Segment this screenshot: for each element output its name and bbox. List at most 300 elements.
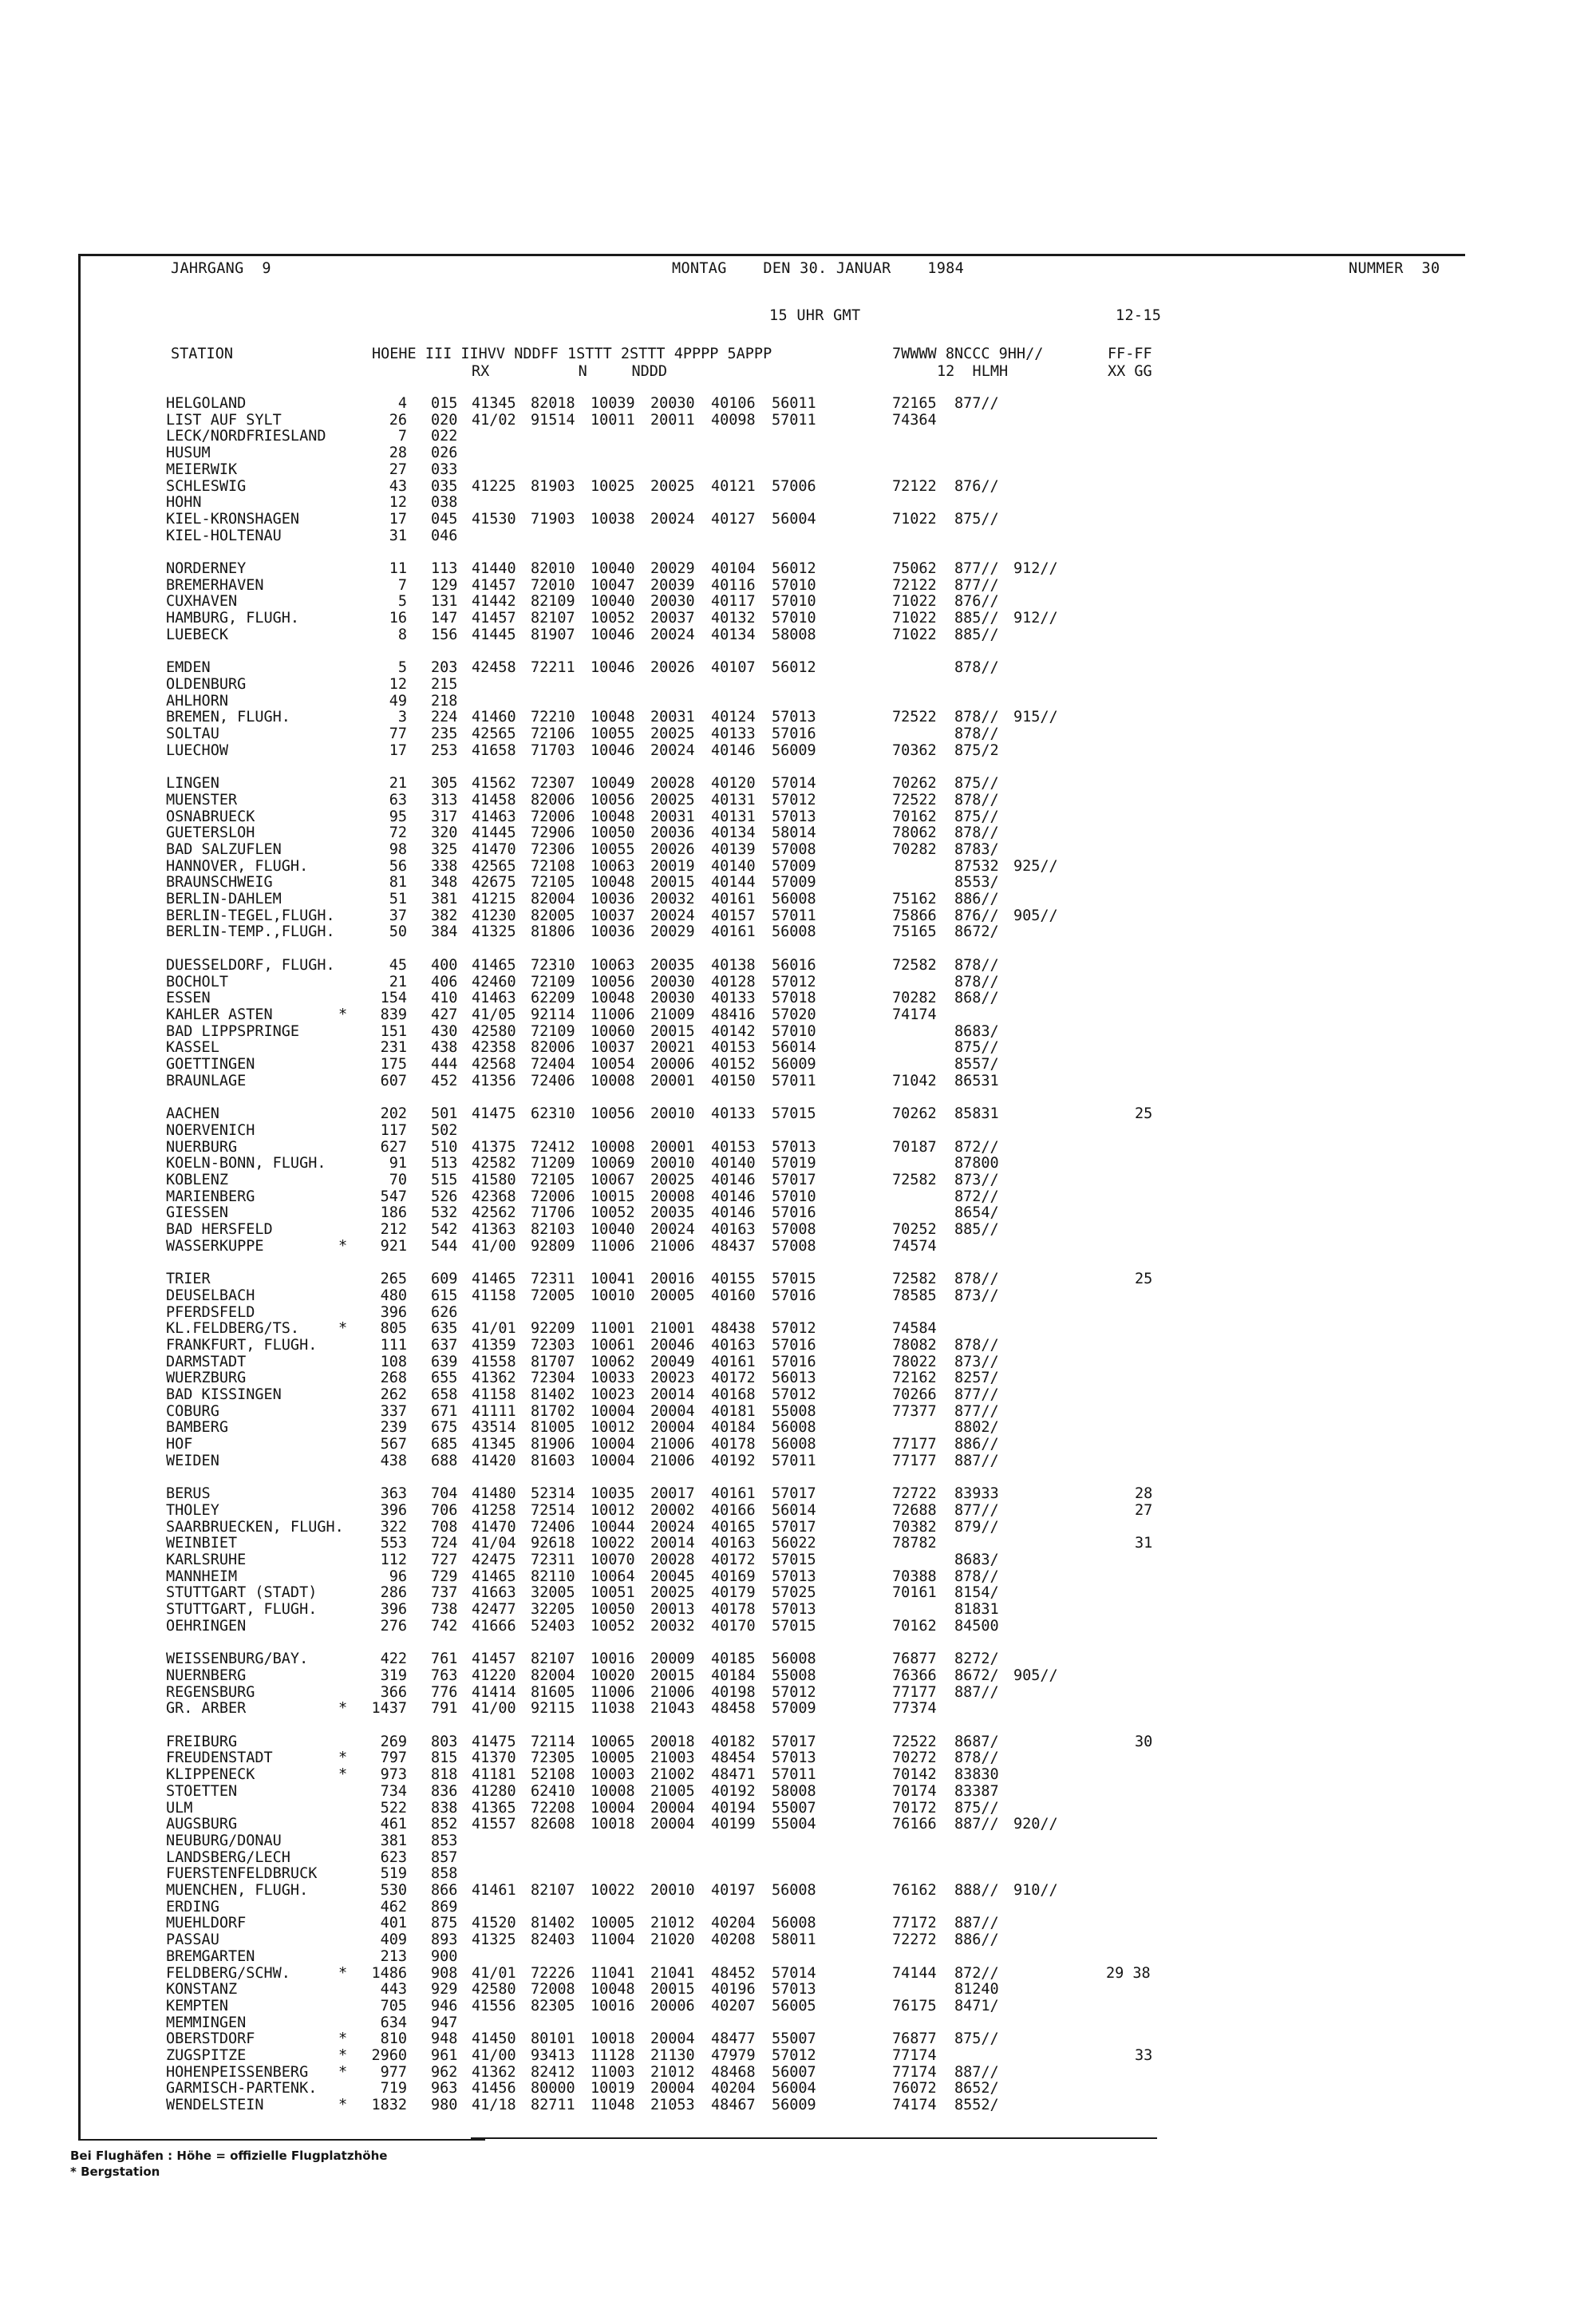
cell-2sttt: 20032 — [650, 1617, 695, 1635]
cell-nddff: 32005 — [531, 1584, 575, 1602]
cell-8nccc: 877// — [954, 395, 999, 412]
cell-2sttt: 20010 — [650, 1882, 695, 1899]
cell-nddff: 72226 — [531, 1964, 575, 1982]
cell-8nccc: 875// — [954, 808, 999, 825]
cell-4pppp: 48458 — [711, 1700, 756, 1718]
cell-5appp: 57012 — [772, 973, 816, 990]
cell-iii: 675 — [431, 1419, 458, 1437]
cell-iihvv: 41470 — [472, 840, 516, 858]
cell-nddff: 72108 — [531, 857, 575, 875]
cell-2sttt: 20024 — [650, 626, 695, 643]
cell-iii: 430 — [431, 1022, 458, 1040]
cell-station-name: FELDBERG/SCHW. — [166, 1964, 290, 1982]
cell-8nccc: 887// — [954, 2063, 999, 2081]
cell-iii: 737 — [431, 1584, 458, 1602]
cell-8nccc: 876// — [954, 593, 999, 611]
cell-station-name: LUEBECK — [166, 626, 228, 643]
table-row — [0, 578, 1436, 595]
cell-hoehe: 1437 — [371, 1700, 407, 1718]
cell-station-name: DARMSTADT — [166, 1353, 247, 1370]
cell-8nccc: 886// — [954, 891, 999, 907]
cell-8nccc: 873// — [954, 1353, 999, 1370]
cell-iii: 671 — [431, 1402, 458, 1420]
cell-9hh: 915// — [1013, 709, 1058, 726]
cell-1sttt: 10003 — [591, 1766, 635, 1784]
cell-iihvv: 41445 — [472, 626, 516, 643]
cell-iii: 515 — [431, 1171, 458, 1188]
cell-hoehe: 5 — [397, 659, 407, 677]
cell-7wwww: 76166 — [892, 1816, 937, 1833]
cell-hoehe: 262 — [380, 1386, 407, 1403]
cell-4pppp: 40131 — [711, 791, 756, 809]
table-row — [0, 1503, 1436, 1520]
cell-4pppp: 48452 — [711, 1964, 756, 1982]
cell-5appp: 57013 — [772, 1568, 816, 1585]
cell-8nccc: 873// — [954, 1287, 999, 1304]
cell-5appp: 57012 — [772, 1683, 816, 1701]
cell-nddff: 72208 — [531, 1799, 575, 1817]
cell-iii: 400 — [431, 956, 458, 974]
cell-2sttt: 20002 — [650, 1501, 695, 1519]
cell-7wwww: 74364 — [892, 411, 937, 429]
cell-1sttt: 10046 — [591, 626, 635, 643]
cell-5appp: 56013 — [772, 1370, 816, 1387]
cell-hoehe: 95 — [389, 808, 407, 825]
cell-station-name: MUENSTER — [166, 791, 238, 809]
cell-iii: 609 — [431, 1271, 458, 1288]
table-row — [0, 396, 1436, 413]
table-row — [0, 660, 1436, 677]
cell-7wwww: 77374 — [892, 1700, 937, 1718]
cell-iii: 776 — [431, 1683, 458, 1701]
cell-4pppp: 40157 — [711, 907, 756, 924]
cell-7wwww: 72582 — [892, 956, 937, 974]
cell-nddff: 82004 — [531, 1666, 575, 1684]
cell-5appp: 56008 — [772, 1882, 816, 1899]
cell-station-name: KLIPPENECK — [166, 1766, 255, 1784]
cell-5appp: 56008 — [772, 1419, 816, 1437]
mountain-station-marker: * — [338, 2030, 348, 2048]
cell-5appp: 57012 — [772, 1320, 816, 1338]
cell-7wwww: 76175 — [892, 1997, 937, 2014]
cell-nddff: 62209 — [531, 990, 575, 1007]
cell-station-name: GARMISCH-PARTENK. — [166, 2080, 318, 2097]
cell-hoehe: 734 — [380, 1782, 407, 1800]
table-row — [0, 1040, 1436, 1057]
cell-1sttt: 11128 — [591, 2047, 635, 2064]
cell-iii: 615 — [431, 1287, 458, 1304]
cell-station-name: HANNOVER, FLUGH. — [166, 857, 309, 875]
cell-iihvv: 43514 — [472, 1419, 516, 1437]
cell-station-name: TRIER — [166, 1271, 211, 1288]
cell-iihvv: 41370 — [472, 1749, 516, 1767]
cell-nddff: 72406 — [531, 1518, 575, 1536]
table-row — [0, 859, 1436, 876]
cell-5appp: 57012 — [772, 791, 816, 809]
cell-5appp: 57011 — [772, 907, 816, 924]
cell-iii: 738 — [431, 1601, 458, 1619]
cell-hoehe: 151 — [380, 1022, 407, 1040]
cell-8nccc: 8672/ — [954, 923, 999, 941]
cell-5appp: 57009 — [772, 874, 816, 892]
table-row — [0, 1982, 1436, 1999]
cell-iihvv: 41445 — [472, 824, 516, 842]
cell-nddff: 52403 — [531, 1617, 575, 1635]
cell-iihvv: 41220 — [472, 1666, 516, 1684]
cell-2sttt: 20004 — [650, 1799, 695, 1817]
cell-4pppp: 40161 — [711, 1353, 756, 1370]
cell-1sttt: 10018 — [591, 1816, 635, 1833]
cell-7wwww: 74144 — [892, 1964, 937, 1982]
cell-iihvv: 41457 — [472, 1651, 516, 1668]
cell-iihvv: 41414 — [472, 1683, 516, 1701]
cell-1sttt: 10004 — [591, 1799, 635, 1817]
cell-nddff: 72412 — [531, 1138, 575, 1156]
cell-station-name: LANDSBERG/LECH — [166, 1848, 290, 1866]
cell-4pppp: 40146 — [711, 1171, 756, 1188]
cell-station-name: BERUS — [166, 1485, 211, 1503]
cell-2sttt: 20015 — [650, 1981, 695, 1999]
cell-station-name: NUERNBERG — [166, 1666, 247, 1684]
cell-8nccc: 868// — [954, 990, 999, 1007]
cell-iihvv: 42368 — [472, 1188, 516, 1205]
cell-hoehe: 91 — [389, 1155, 407, 1172]
cell-nddff: 81402 — [531, 1915, 575, 1932]
cell-nddff: 81907 — [531, 626, 575, 643]
cell-nddff: 81806 — [531, 923, 575, 941]
cell-4pppp: 40107 — [711, 659, 756, 677]
cell-iihvv: 41359 — [472, 1336, 516, 1354]
cell-station-name: STUTTGART, FLUGH. — [166, 1601, 318, 1619]
cell-5appp: 55008 — [772, 1402, 816, 1420]
cell-nddff: 82006 — [531, 791, 575, 809]
range-label: 12-15 — [1116, 307, 1162, 324]
cell-4pppp: 40104 — [711, 560, 756, 577]
cell-1sttt: 10048 — [591, 874, 635, 892]
cell-iihvv: 41470 — [472, 1518, 516, 1536]
cell-nddff: 82107 — [531, 610, 575, 627]
cell-station-name: BRAUNSCHWEIG — [166, 874, 273, 892]
cell-hoehe: 5 — [397, 593, 407, 611]
cell-iihvv: 41280 — [472, 1782, 516, 1800]
table-row — [0, 1106, 1436, 1123]
cell-4pppp: 40153 — [711, 1138, 756, 1156]
mountain-station-marker: * — [338, 2047, 348, 2064]
table-row — [0, 875, 1436, 892]
cell-2sttt: 21020 — [650, 1931, 695, 1949]
table-row — [0, 445, 1436, 462]
cell-5appp: 57013 — [772, 709, 816, 726]
cell-2sttt: 21130 — [650, 2047, 695, 2064]
cell-hoehe: 63 — [389, 791, 407, 809]
cell-hoehe: 268 — [380, 1370, 407, 1387]
cell-8nccc: 875// — [954, 1039, 999, 1057]
cell-4pppp: 40192 — [711, 1452, 756, 1469]
cell-7wwww: 74174 — [892, 1006, 937, 1023]
cell-iihvv: 42460 — [472, 973, 516, 990]
cell-8nccc: 8802/ — [954, 1419, 999, 1437]
cell-iihvv: 41345 — [472, 395, 516, 412]
cell-4pppp: 40179 — [711, 1584, 756, 1602]
cell-iihvv: 41530 — [472, 510, 516, 528]
footnote-mountain: * Bergstation — [70, 2165, 160, 2179]
cell-4pppp: 48454 — [711, 1749, 756, 1767]
cell-8nccc: 875// — [954, 2030, 999, 2048]
cell-5appp: 56005 — [772, 1997, 816, 2014]
cell-5appp: 57012 — [772, 1386, 816, 1403]
cell-8nccc: 875/2 — [954, 741, 999, 759]
cell-iihvv: 41230 — [472, 907, 516, 924]
cell-nddff: 82305 — [531, 1997, 575, 2014]
cell-1sttt: 10039 — [591, 395, 635, 412]
cell-iii: 946 — [431, 1997, 458, 2014]
cell-iii: 866 — [431, 1882, 458, 1899]
cell-nddff: 72109 — [531, 1022, 575, 1040]
cell-hoehe: 4 — [397, 395, 407, 412]
cell-1sttt: 10012 — [591, 1419, 635, 1437]
cell-7wwww: 76162 — [892, 1882, 937, 1899]
cell-7wwww: 76366 — [892, 1666, 937, 1684]
cell-4pppp: 40106 — [711, 395, 756, 412]
cell-8nccc: 83933 — [954, 1485, 999, 1503]
table-row — [0, 958, 1436, 975]
cell-1sttt: 11006 — [591, 1006, 635, 1023]
cell-1sttt: 10004 — [591, 1452, 635, 1469]
cell-iii: 658 — [431, 1386, 458, 1403]
cell-7wwww: 70272 — [892, 1749, 937, 1767]
cell-4pppp: 40131 — [711, 808, 756, 825]
table-row — [0, 2048, 1436, 2065]
cell-iii: 803 — [431, 1733, 458, 1750]
cell-8nccc: 885// — [954, 626, 999, 643]
table-row — [0, 429, 1436, 445]
cell-2sttt: 20015 — [650, 874, 695, 892]
cell-1sttt: 11006 — [591, 1237, 635, 1255]
cell-4pppp: 40138 — [711, 956, 756, 974]
cell-2sttt: 20025 — [650, 725, 695, 742]
cell-8nccc: 8272/ — [954, 1651, 999, 1668]
cell-iii: 113 — [431, 560, 458, 577]
cell-1sttt: 10048 — [591, 1981, 635, 1999]
cell-1sttt: 10005 — [591, 1749, 635, 1767]
cell-station-name: HOHN — [166, 494, 202, 512]
cell-4pppp: 40184 — [711, 1666, 756, 1684]
table-row — [0, 1734, 1436, 1751]
cell-iihvv: 41556 — [472, 1997, 516, 2014]
cell-7wwww: 71042 — [892, 1072, 937, 1089]
cell-1sttt: 10049 — [591, 775, 635, 793]
cell-2sttt: 20015 — [650, 1666, 695, 1684]
column-codes: HOEHE III IIHVV NDDFF 1STTT 2STTT 4PPPP 5APPP — [372, 346, 772, 362]
cell-1sttt: 10069 — [591, 1155, 635, 1172]
table-row — [0, 1619, 1436, 1635]
cell-8nccc: 84500 — [954, 1617, 999, 1635]
cell-1sttt: 10050 — [591, 824, 635, 842]
table-row — [0, 1999, 1436, 2015]
cell-4pppp: 40178 — [711, 1601, 756, 1619]
cell-iihvv: 41460 — [472, 709, 516, 726]
cell-2sttt: 20006 — [650, 1056, 695, 1073]
cell-4pppp: 48471 — [711, 1766, 756, 1784]
cell-iihvv: 42358 — [472, 1039, 516, 1057]
cell-1sttt: 11041 — [591, 1964, 635, 1982]
cell-hoehe: 21 — [389, 973, 407, 990]
cell-station-name: MANNHEIM — [166, 1568, 238, 1585]
cell-station-name: DUESSELDORF, FLUGH. — [166, 956, 335, 974]
cell-1sttt: 10064 — [591, 1568, 635, 1585]
cell-2sttt: 21012 — [650, 2063, 695, 2081]
cell-1sttt: 10040 — [591, 593, 635, 611]
cell-2sttt: 21009 — [650, 1006, 695, 1023]
cell-1sttt: 10056 — [591, 791, 635, 809]
cell-5appp: 57016 — [772, 1353, 816, 1370]
cell-7wwww: 70162 — [892, 1617, 937, 1635]
cell-2sttt: 20014 — [650, 1386, 695, 1403]
cell-4pppp: 40146 — [711, 1188, 756, 1205]
cell-station-name: KONSTANZ — [166, 1981, 238, 1999]
cell-7wwww: 70282 — [892, 990, 937, 1007]
cell-nddff: 72906 — [531, 824, 575, 842]
cell-iii: 253 — [431, 741, 458, 759]
cell-nddff: 72006 — [531, 808, 575, 825]
cell-station-name: STUTTGART (STADT) — [166, 1584, 318, 1602]
cell-2sttt: 20013 — [650, 1601, 695, 1619]
mountain-station-marker: * — [338, 2063, 348, 2081]
cell-8nccc: 877// — [954, 560, 999, 577]
cell-2sttt: 21006 — [650, 1452, 695, 1469]
table-row — [0, 1140, 1436, 1156]
cell-2sttt: 20001 — [650, 1138, 695, 1156]
cell-hoehe: 547 — [380, 1188, 407, 1205]
cell-5appp: 57013 — [772, 1981, 816, 1999]
cell-5appp: 57025 — [772, 1584, 816, 1602]
cell-ff-gg: 27 — [1135, 1501, 1153, 1519]
table-row — [0, 1420, 1436, 1437]
cell-8nccc: 885// — [954, 1221, 999, 1238]
cell-8nccc: 8654/ — [954, 1204, 999, 1222]
cell-5appp: 55008 — [772, 1666, 816, 1684]
cell-2sttt: 20024 — [650, 741, 695, 759]
cell-iihvv: 41480 — [472, 1485, 516, 1503]
cell-2sttt: 20026 — [650, 659, 695, 677]
cell-iihvv: 41/01 — [472, 1320, 516, 1338]
cell-iii: 929 — [431, 1981, 458, 1999]
cell-iii: 544 — [431, 1237, 458, 1255]
cell-4pppp: 40163 — [711, 1336, 756, 1354]
cell-iii: 729 — [431, 1568, 458, 1585]
table-row — [0, 2031, 1436, 2048]
table-row — [0, 677, 1436, 694]
cell-2sttt: 20008 — [650, 1188, 695, 1205]
cell-5appp: 56008 — [772, 891, 816, 907]
cell-iihvv: 41362 — [472, 1370, 516, 1387]
cell-8nccc: 887// — [954, 1816, 999, 1833]
cell-4pppp: 40116 — [711, 576, 756, 594]
cell-iihvv: 42565 — [472, 725, 516, 742]
cell-iii: 156 — [431, 626, 458, 643]
cell-5appp: 57010 — [772, 1022, 816, 1040]
cell-9hh: 905// — [1013, 907, 1058, 924]
cell-2sttt: 20015 — [650, 1022, 695, 1040]
cell-2sttt: 20030 — [650, 593, 695, 611]
cell-8nccc: 878// — [954, 1749, 999, 1767]
cell-iihvv: 41580 — [472, 1171, 516, 1188]
cell-8nccc: 8471/ — [954, 1997, 999, 2014]
cell-iihvv: 41420 — [472, 1452, 516, 1469]
cell-5appp: 57015 — [772, 1271, 816, 1288]
cell-hoehe: 28 — [389, 445, 407, 462]
cell-8nccc: 872// — [954, 1188, 999, 1205]
cell-2sttt: 20024 — [650, 907, 695, 924]
cell-nddff: 72306 — [531, 840, 575, 858]
cell-7wwww: 78062 — [892, 824, 937, 842]
cell-station-name: WENDELSTEIN — [166, 2097, 264, 2114]
table-row — [0, 1073, 1436, 1090]
cell-hoehe: 462 — [380, 1898, 407, 1916]
cell-station-name: OBERSTDORF — [166, 2030, 255, 2048]
cell-hoehe: 3 — [397, 709, 407, 726]
cell-hoehe: 286 — [380, 1584, 407, 1602]
cell-nddff: 71209 — [531, 1155, 575, 1172]
cell-nddff: 72106 — [531, 725, 575, 742]
cell-7wwww: 77174 — [892, 2063, 937, 2081]
cell-iihvv: 42675 — [472, 874, 516, 892]
cell-1sttt: 10048 — [591, 990, 635, 1007]
cell-hoehe: 530 — [380, 1882, 407, 1899]
cell-station-name: MUENCHEN, FLUGH. — [166, 1882, 309, 1899]
cell-hoehe: 43 — [389, 477, 407, 495]
cell-2sttt: 20011 — [650, 411, 695, 429]
cell-station-name: BREMERHAVEN — [166, 576, 264, 594]
cell-iii: 708 — [431, 1518, 458, 1536]
cell-nddff: 92115 — [531, 1700, 575, 1718]
cell-hoehe: 519 — [380, 1865, 407, 1883]
cell-5appp: 56016 — [772, 956, 816, 974]
cell-2sttt: 20006 — [650, 1997, 695, 2014]
cell-1sttt: 10063 — [591, 857, 635, 875]
cell-2sttt: 20025 — [650, 1584, 695, 1602]
cell-hoehe: 265 — [380, 1271, 407, 1288]
cell-7wwww: 72165 — [892, 395, 937, 412]
cell-1sttt: 10011 — [591, 411, 635, 429]
cell-7wwww: 76072 — [892, 2080, 937, 2097]
cell-4pppp: 40194 — [711, 1799, 756, 1817]
cell-station-name: PFERDSFELD — [166, 1303, 255, 1321]
cell-iihvv: 41158 — [472, 1386, 516, 1403]
cell-iihvv: 41442 — [472, 593, 516, 611]
cell-hoehe: 175 — [380, 1056, 407, 1073]
table-row — [0, 479, 1436, 496]
cell-iii: 452 — [431, 1072, 458, 1089]
cell-7wwww: 75866 — [892, 907, 937, 924]
cell-hoehe: 1832 — [371, 2097, 407, 2114]
cell-station-name: AUGSBURG — [166, 1816, 238, 1833]
cell-iii: 045 — [431, 510, 458, 528]
cell-2sttt: 20036 — [650, 824, 695, 842]
cell-4pppp: 40163 — [711, 1535, 756, 1552]
cell-4pppp: 40197 — [711, 1882, 756, 1899]
table-row — [0, 793, 1436, 809]
cell-station-name: WUERZBURG — [166, 1370, 247, 1387]
cell-nddff: 81702 — [531, 1402, 575, 1420]
cell-5appp: 56008 — [772, 1651, 816, 1668]
cell-ff-gg: 28 — [1135, 1485, 1153, 1503]
cell-1sttt: 10065 — [591, 1733, 635, 1750]
table-row — [0, 1784, 1436, 1801]
cell-station-name: KL.FELDBERG/TS. — [166, 1320, 300, 1338]
cell-1sttt: 11048 — [591, 2097, 635, 2114]
cell-5appp: 57017 — [772, 1171, 816, 1188]
